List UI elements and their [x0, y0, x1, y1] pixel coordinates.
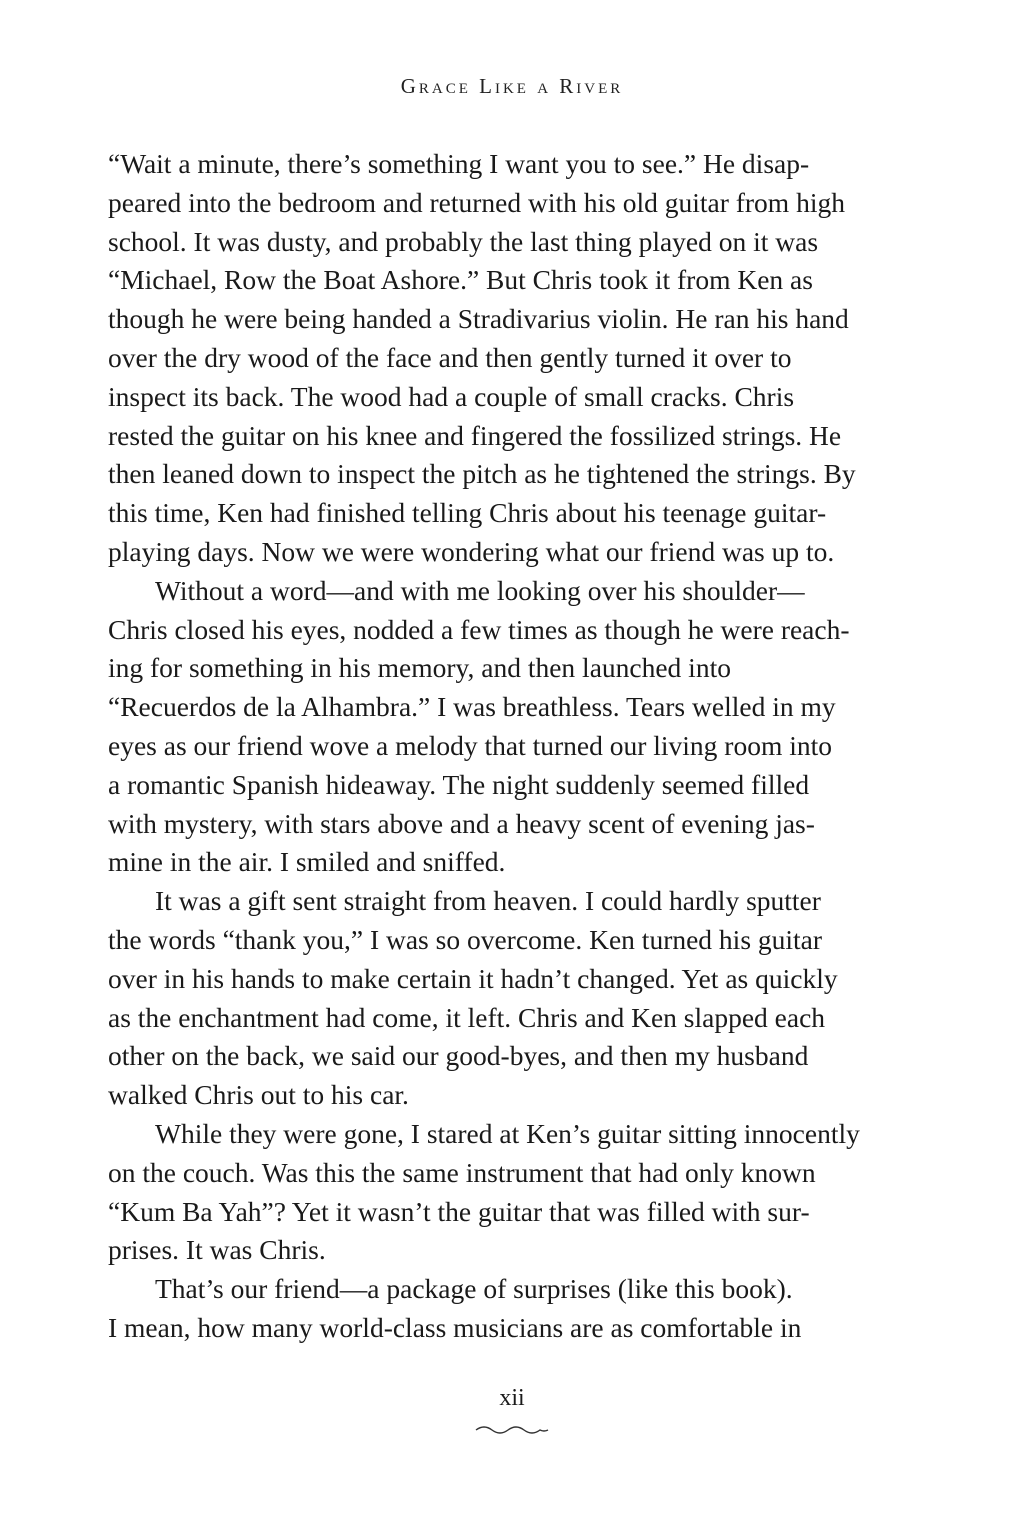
text-line: a romantic Spanish hideaway. The night suddenly seemed filled [108, 768, 810, 800]
text-line: this time, Ken had finished telling Chris about his teenage guitar- [108, 497, 827, 529]
text-line: It was a gift sent straight from heaven. I could hardly sputter [155, 885, 821, 917]
body-text [108, 145, 900, 1348]
text-line: Without a word—and with me looking over his shoulder— [155, 574, 805, 606]
text-line: “Kum Ba Yah”? Yet it wasn’t the guitar that was filled with sur- [108, 1195, 810, 1227]
text-line: “Michael, Row the Boat Ashore.” But Chris took it from Ken as [108, 264, 813, 296]
text-line: I mean, how many world-class musicians are as comfortable in [108, 1311, 802, 1343]
text-line: with mystery, with stars above and a heavy scent of evening jas- [108, 807, 815, 839]
text-line: That’s our friend—a package of surprises (like this book). [155, 1273, 793, 1305]
text-line: playing days. Now we were wondering what our friend was up to. [108, 535, 835, 567]
text-line: other on the back, we said our good-byes, and then my husband [108, 1040, 809, 1072]
page-number: xii [499, 1385, 525, 1411]
text-line: rested the guitar on his knee and fingered the fossilized strings. He [108, 419, 842, 451]
text-line: though he were being handed a Stradivarius violin. He ran his hand [108, 303, 849, 335]
text-line: school. It was dusty, and probably the last thing played on it was [108, 225, 819, 257]
text-line: on the couch. Was this the same instrument that had only known [108, 1156, 816, 1188]
text-line: peared into the bedroom and returned with his old guitar from high [108, 186, 845, 218]
text-line: mine in the air. I smiled and sniffed. [108, 846, 506, 878]
text-line: walked Chris out to his car. [108, 1079, 409, 1111]
text-line: prises. It was Chris. [108, 1234, 326, 1266]
text-line: then leaned down to inspect the pitch as he tightened the strings. By [108, 458, 856, 490]
text-line: “Recuerdos de la Alhambra.” I was breathless. Tears welled in my [108, 691, 836, 723]
text-line: over the dry wood of the face and then gently turned it over to [108, 341, 792, 373]
text-line: as the enchantment had come, it left. Chris and Ken slapped each [108, 1001, 826, 1033]
running-head-title: Grace Like a River [400, 74, 624, 98]
text-line: “Wait a minute, there’s something I want you to see.” He disap- [108, 148, 810, 179]
text-line: inspect its back. The wood had a couple of small cracks. Chris [108, 380, 795, 412]
text-line: ing for something in his memory, and then launched into [108, 652, 731, 684]
text-line: over in his hands to make certain it hadn’t changed. Yet as quickly [108, 962, 838, 994]
wave-ornament-icon [472, 1420, 552, 1440]
text-line: Chris closed his eyes, nodded a few times as though he were reach- [108, 613, 850, 645]
text-line: the words “thank you,” I was so overcome. Ken turned his guitar [108, 923, 823, 955]
text-line: While they were gone, I stared at Ken’s guitar sitting innocently [155, 1117, 860, 1149]
text-line: eyes as our friend wove a melody that turned our living room into [108, 729, 832, 761]
